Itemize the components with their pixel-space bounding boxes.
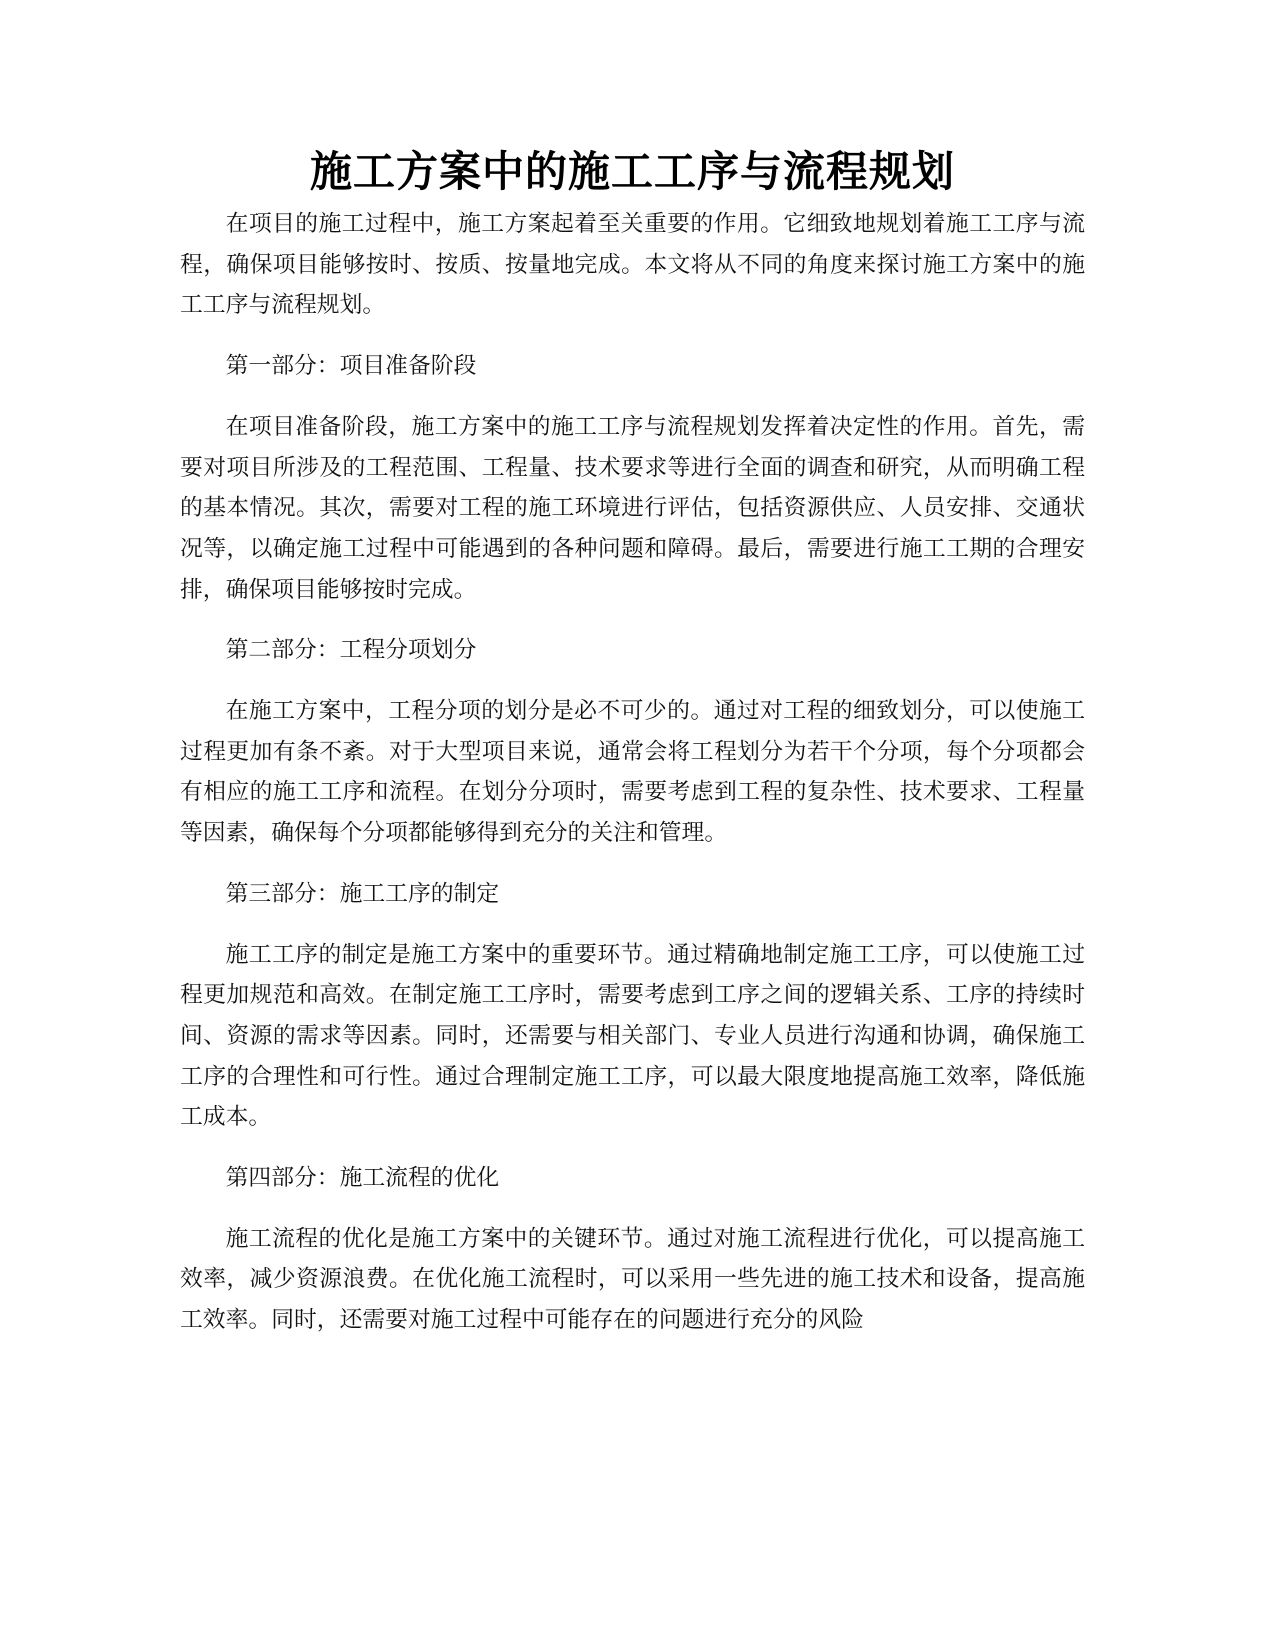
intro-paragraph: 在项目的施工过程中，施工方案起着至关重要的作用。它细致地规划着施工工序与流程，确保项目能够按时、按质、按量地完成。本文将从不同的角度来探讨施工方案中的施工工序与流程规划。 — [180, 211, 1085, 319]
document-page — [180, 140, 1085, 1341]
section-heading: 第一部分：项目准备阶段 — [225, 353, 477, 380]
section-heading: 第四部分：施工流程的优化 — [225, 1165, 500, 1192]
section-body: 在项目准备阶段，施工方案中的施工工序与流程规划发挥着决定性的作用。首先，需要对项目所涉及的工程范围、工程量、技术要求等进行全面的调查和研究，从而明确工程的基本情况。其次，需要对工程的施工环境进行评估，包括资源供应、人员安排、交通状况等，以确定施工过程中可能遇到的各种问题和障碍。最后，需要进行施工工期的合理安排，确保项目能够按时完成。 — [180, 413, 1085, 603]
section-1 — [180, 346, 1085, 610]
section-body: 施工流程的优化是施工方案中的关键环节。通过对施工流程进行优化，可以提高施工效率，减少资源浪费。在优化施工流程时，可以采用一些先进的施工技术和设备，提高施工效率。同时，还需要对施工过程中可能存在的问题进行充分的风险 — [180, 1225, 1085, 1334]
document-title: 施工方案中的施工工序与流程规划 — [309, 147, 955, 196]
section-2 — [180, 630, 1085, 854]
section-body: 在施工方案中，工程分项的划分是必不可少的。通过对工程的细致划分，可以使施工过程更加有条不紊。对于大型项目来说，通常会将工程划分为若干个分项，每个分项都会有相应的施工工序和流程。在划分分项时，需要考虑到工程的复杂性、技术要求、工程量等因素，确保每个分项都能够得到充分的关注和管理。 — [180, 698, 1085, 847]
section-body: 施工工序的制定是施工方案中的重要环节。通过精确地制定施工工序，可以使施工过程更加规范和高效。在制定施工工序时，需要考虑到工序之间的逻辑关系、工序的持续时间、资源的需求等因素。同时，还需要与相关部门、专业人员进行沟通和协调，确保施工工序的合理性和可行性。通过合理制定施工工序，可以最大限度地提高施工效率，降低施工成本。 — [180, 941, 1085, 1131]
section-3 — [180, 874, 1085, 1138]
section-4 — [180, 1158, 1085, 1341]
section-heading: 第二部分：工程分项划分 — [225, 637, 477, 664]
section-heading: 第三部分：施工工序的制定 — [225, 880, 500, 907]
